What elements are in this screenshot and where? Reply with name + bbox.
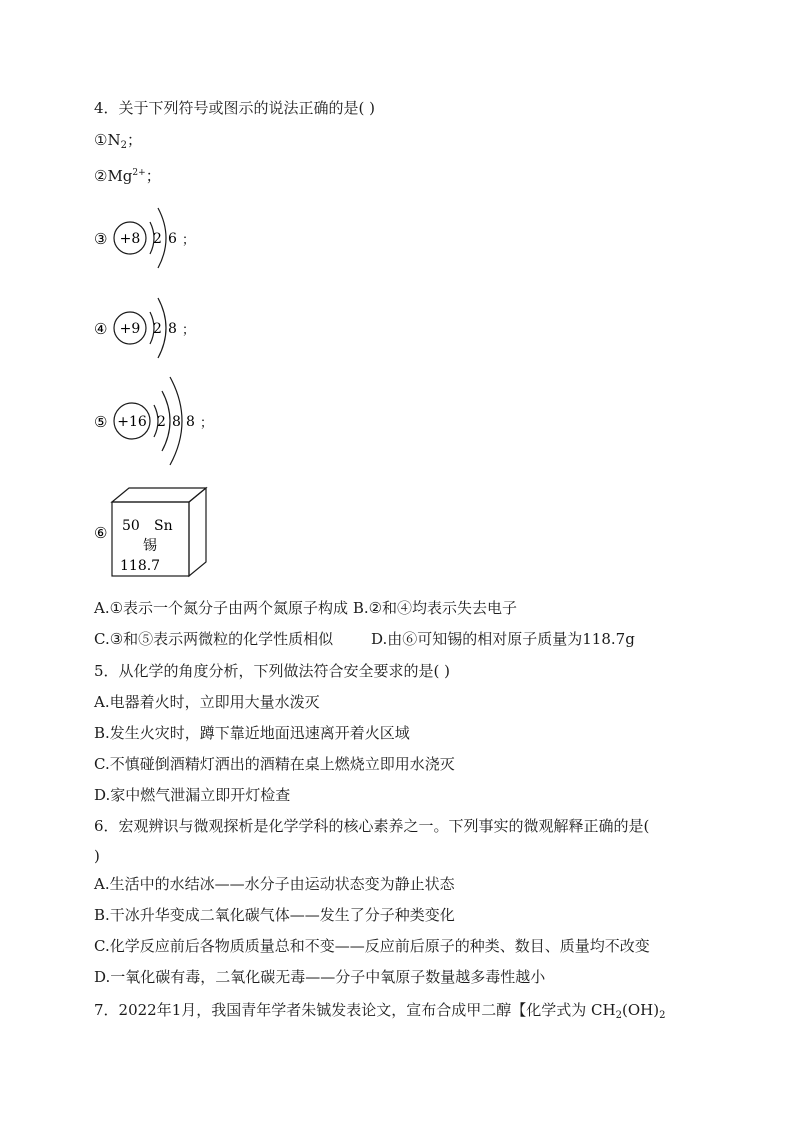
q6-option-a: A.生活中的水结冰——水分子由运动状态变为静止状态 xyxy=(94,875,455,893)
nucleus-charge: +9 xyxy=(119,321,141,337)
q6-option-b: B.干冰升华变成二氧化碳气体——发生了分子种类变化 xyxy=(94,906,455,924)
q4-item1 xyxy=(94,130,142,156)
formula-part: (OH) xyxy=(621,1001,660,1019)
shell-electrons: 2 xyxy=(153,231,162,247)
separator: ； xyxy=(182,233,196,248)
q4-stem: 4．关于下列符号或图示的说法正确的是( ) xyxy=(94,99,376,117)
separator: ； xyxy=(200,416,214,431)
shell-electrons: 8 xyxy=(168,321,177,337)
element-symbol: Sn xyxy=(154,518,173,534)
q5-option-a: A.电器着火时，立即用大量水泼灭 xyxy=(94,693,320,711)
item-number: ③ xyxy=(94,230,108,248)
atom-diagram-s xyxy=(94,372,234,476)
q4-option-d: D.由⑥可知锡的相对原子质量为118.7g xyxy=(371,630,635,648)
shell-electrons: 8 xyxy=(172,414,181,430)
subscript: 2 xyxy=(659,1010,666,1021)
chemical-symbol: N xyxy=(107,131,121,149)
q5-option-b: B.发生火灾时，蹲下靠近地面迅速离开着火区域 xyxy=(94,724,410,742)
q5-stem: 5．从化学的角度分析，下列做法符合安全要求的是( ) xyxy=(94,662,451,680)
nucleus-charge: +8 xyxy=(119,231,141,247)
subscript: 2 xyxy=(615,1010,622,1021)
q6-stem: 6．宏观辨识与微观探析是化学学科的核心素养之一。下列事实的微观解释正确的是( xyxy=(94,817,650,835)
q7-stem xyxy=(94,1000,665,1026)
q5-option-d: D.家中燃气泄漏立即开灯检查 xyxy=(94,786,291,804)
separator: ； xyxy=(126,131,142,149)
item-number: ⑤ xyxy=(94,413,108,431)
element-name: 锡 xyxy=(143,538,157,554)
shell-electrons: 2 xyxy=(157,414,166,430)
q6-option-c: C.化学反应前后各物质质量总和不变——反应前后原子的种类、数目、质量均不改变 xyxy=(94,937,650,955)
element-cube-svg xyxy=(94,486,224,582)
atomic-mass: 118.7 xyxy=(120,558,161,574)
atom-structure-svg xyxy=(94,200,214,280)
atom-diagram-f xyxy=(94,290,214,374)
shell-electrons: 6 xyxy=(168,231,177,247)
q6-stem-cont: ) xyxy=(94,847,100,865)
item-number: ⑥ xyxy=(94,524,108,542)
q4-option-c: C.③和⑤表示两微粒的化学性质相似 xyxy=(94,630,334,648)
q7-stem-text: 7．2022年1月，我国青年学者朱铖发表论文，宣布合成甲二醇【化学式为 CH xyxy=(94,1001,616,1019)
atomic-number: 50 xyxy=(122,518,140,534)
nucleus-charge: +16 xyxy=(117,414,147,430)
shell-electrons: 8 xyxy=(186,414,195,430)
q5-option-c: C.不慎碰倒酒精灯洒出的酒精在桌上燃烧立即用水浇灭 xyxy=(94,755,455,773)
shell-electrons: 2 xyxy=(153,321,162,337)
item-number: ④ xyxy=(94,320,108,338)
q6-option-d: D.一氧化碳有毒，二氧化碳无毒——分子中氧原子数量越多毒性越小 xyxy=(94,968,546,986)
atom-diagram-o xyxy=(94,200,214,284)
separator: ； xyxy=(145,167,161,185)
atom-structure-svg xyxy=(94,372,234,472)
separator: ； xyxy=(182,323,196,338)
item-number: ① xyxy=(94,131,108,149)
superscript: 2+ xyxy=(132,168,146,178)
q4-option-ab: A.①表示一个氮分子由两个氮原子构成 B.②和④均表示失去电子 xyxy=(94,599,518,617)
subscript: 2 xyxy=(120,140,127,151)
cube-side xyxy=(189,488,206,576)
element-card-tin xyxy=(94,486,224,586)
atom-structure-svg xyxy=(94,290,214,370)
chemical-symbol: Mg xyxy=(107,167,133,185)
q4-item2 xyxy=(94,163,161,186)
item-number: ② xyxy=(94,167,108,185)
